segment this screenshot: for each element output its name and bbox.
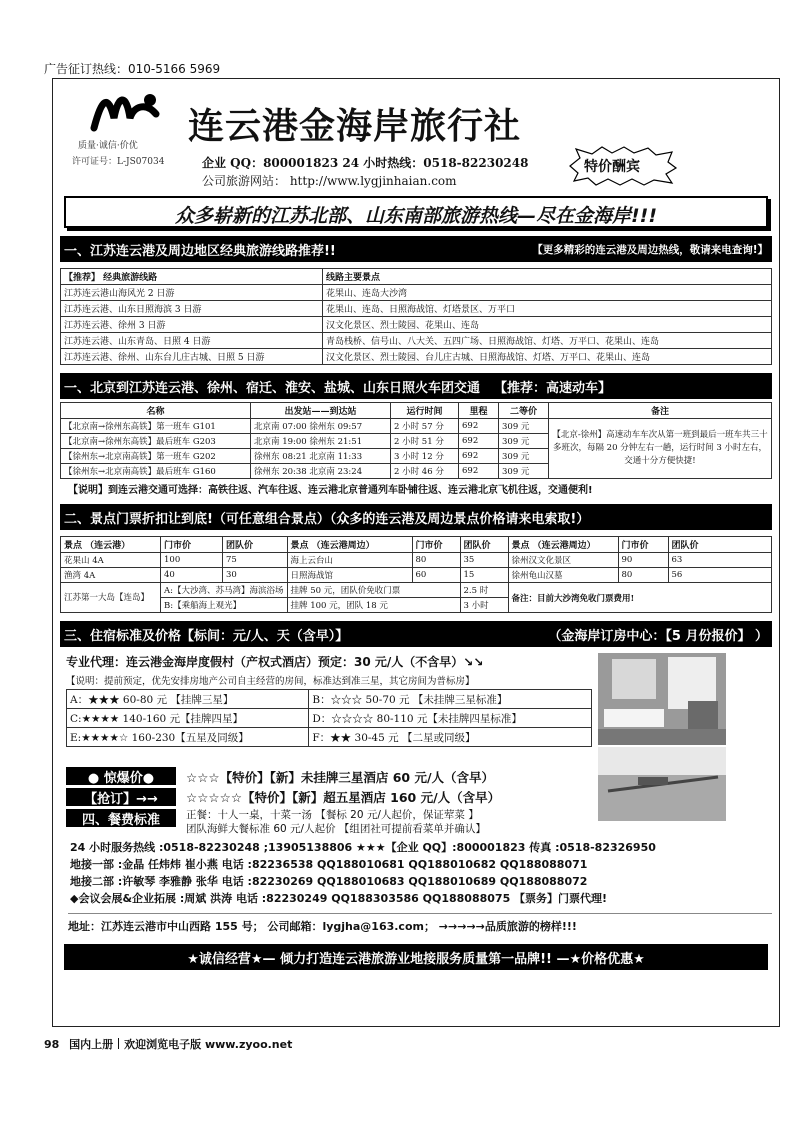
route-spots: 花果山、连岛大沙湾	[323, 285, 772, 301]
table-row	[67, 728, 592, 747]
train-header: 二等价	[499, 403, 549, 419]
tickets-header: 团队价	[668, 537, 771, 553]
train-stations: 徐州东 08:21 北京南 11:33	[251, 449, 391, 464]
contact-row: 24 小时服务热线 :0518-82230248 ;13905138806 ★★★【企业 QQ】:800001823 传真 :0518-82326950	[70, 841, 656, 854]
train-name: 【北京南→徐州东高铁】第一班车 G101	[61, 419, 251, 434]
ticket-cell: 80	[618, 568, 668, 583]
train-price: 309 元	[499, 419, 549, 434]
route-spots: 花果山、连岛、日照海战馆、灯塔景区、万平口	[323, 301, 772, 317]
contact-row: ◆会议会展&企业拓展 :周斌 洪涛 电话 :82230249 QQ188303586 QQ188088075 【票务】门票代理!	[70, 892, 608, 905]
ticket-cell: 90	[618, 553, 668, 568]
website-line: 公司旅游网站： http://www.lygjinhaian.com	[202, 174, 457, 188]
promo-line-1: ☆☆☆【特价】【新】未挂牌三星酒店 60 元/人（含早）	[186, 770, 495, 785]
train-remark: 【北京-徐州】高速动车车次从第一班到最后一班车共三十多班次，每隔 20 分钟左右一趟，运行时间 3 小时左右，交通十分方便快捷!	[549, 419, 772, 479]
section-lodging-center: （金海岸订房中心：【5 月份报价】 ）	[548, 628, 768, 644]
island-name: 江苏第一大岛【连岛】	[61, 583, 161, 613]
train-header: 备注	[549, 403, 772, 419]
meal-line-2: 团队海鲜大餐标准 60 元/人起价 【组团社可提前看菜单并确认】	[186, 823, 486, 835]
slogan: 质量·诚信·价优	[78, 141, 138, 151]
ticket-cell: 60	[412, 568, 460, 583]
island-price-b: 挂牌 100 元，团队 18 元	[287, 598, 460, 613]
table-row	[61, 317, 772, 333]
train-stations: 北京南 07:00 徐州东 09:57	[251, 419, 391, 434]
tickets-remark: 备注：目前大沙湾免收门票费用!	[508, 583, 771, 613]
ticket-cell: 渔湾 4A	[61, 568, 161, 583]
train-header: 里程	[459, 403, 499, 419]
book-title: 国内上册	[69, 1038, 114, 1051]
room-rate: A：★★★ 60-80 元 【挂牌三星】	[67, 690, 309, 709]
section-routes-heading: 一、江苏连云港及周边地区经典旅游线路推荐!!	[64, 243, 336, 259]
table-row	[61, 583, 772, 598]
tickets-header: 团队价	[460, 537, 508, 553]
special-offer-label: 特价酬宾	[584, 159, 640, 175]
train-duration: 2 小时 57 分	[391, 419, 459, 434]
island-time-a: 2.5 时	[460, 583, 508, 598]
meal-line-1: 正餐：十人一桌，十菜一汤 【餐标 20 元/人起价，保证荤菜 】	[186, 809, 479, 821]
transport-explain: 【说明】到连云港交通可选择：高铁往返、汽车往返、连云港北京普通列车卧铺往返、连云港北京飞机往返，交通便利!	[68, 485, 593, 496]
agency-header	[60, 84, 772, 192]
train-price: 309 元	[499, 449, 549, 464]
section-lodging-heading: 三、住宿标准及价格【标间：元/人、天（含早）】	[64, 628, 349, 644]
footer-divider	[118, 1038, 119, 1049]
contact-row: 地接二部 :许敏琴 李雅静 张华 电话 :82230269 QQ188010683 QQ188010689 QQ188088072	[70, 875, 588, 888]
train-stations: 徐州东 20:38 北京南 23:24	[251, 464, 391, 479]
contact-line: 企业 QQ：800001823 24 小时热线：0518-82230248	[202, 156, 529, 170]
tickets-header: 团队价	[223, 537, 288, 553]
room-rate-table	[66, 689, 592, 747]
train-stations: 北京南 19:00 徐州东 21:51	[251, 434, 391, 449]
room-rate: D：☆☆☆☆ 80-110 元【未挂牌四星标准】	[309, 709, 592, 728]
lodging-agent: 专业代理：连云港金海岸度假村（产权式酒店）预定：30 元/人（不含早）↘↘	[66, 655, 484, 669]
page-number: 98	[44, 1038, 60, 1051]
table-row	[61, 419, 772, 434]
route-name: 江苏连云港、山东日照海滨 3 日游	[61, 301, 323, 317]
ticket-cell: 35	[460, 553, 508, 568]
route-name: 江苏连云港、山东青岛、日照 4 日游	[61, 333, 323, 349]
table-row	[61, 301, 772, 317]
train-name: 【徐州东→北京南高铁】最后班车 G160	[61, 464, 251, 479]
table-row	[67, 690, 592, 709]
section-tickets-title	[60, 504, 772, 530]
ticket-cell: 80	[412, 553, 460, 568]
train-distance: 692	[459, 449, 499, 464]
headline-text: 众多崭新的江苏北部、山东南部旅游热线—尽在金海岸!!!	[175, 205, 657, 227]
contact-row: 地接一部 :金晶 任炜炜 崔小燕 电话 :82236538 QQ188010681 QQ188010682 QQ188088071	[70, 858, 588, 871]
routes-header: 【推荐】 经典旅游线路	[61, 269, 323, 285]
tickets-header: 景点 （连云港周边）	[287, 537, 412, 553]
route-spots: 汉文化景区、烈士陵园、花果山、连岛	[323, 317, 772, 333]
ticket-cell: 15	[460, 568, 508, 583]
train-header: 名称	[61, 403, 251, 419]
ticket-cell: 海上云台山	[287, 553, 412, 568]
table-row	[67, 709, 592, 728]
meal-standard-tag: 四、餐费标准	[66, 809, 176, 827]
room-rate: C:★★★★ 140-160 元【挂牌四星】	[67, 709, 309, 728]
ticket-cell: 徐州汉文化景区	[508, 553, 618, 568]
tickets-header: 景点 （连云港）	[61, 537, 161, 553]
section-lodging-title	[60, 621, 772, 647]
address-line: 地址：江苏连云港市中山西路 155 号； 公司邮箱：lygjha@163.com； →→→→→品质旅游的榜样!!!	[68, 913, 772, 934]
section-tickets-heading: 二、景点门票折扣让到底!（可任意组合景点）（众多的连云港及周边景点价格请来电索取!）	[64, 511, 590, 527]
section-routes-note: 【更多精彩的连云港及周边热线，敬请来电查询!】	[532, 243, 768, 256]
island-time-b: 3 小时	[460, 598, 508, 613]
ticket-cell: 日照海战馆	[287, 568, 412, 583]
license-number: 许可证号：L-JS07034	[72, 157, 165, 167]
ad-content	[60, 84, 772, 970]
ticket-cell: 徐州龟山汉墓	[508, 568, 618, 583]
train-distance: 692	[459, 464, 499, 479]
table-row	[61, 553, 772, 568]
seaside-pier-photo	[598, 747, 726, 821]
route-spots: 青岛栈桥、信号山、八大关、五四广场、日照海战馆、灯塔、万平口、花果山、连岛	[323, 333, 772, 349]
train-header: 出发站——到达站	[251, 403, 391, 419]
island-option-b: B:【乘船海上观光】	[161, 598, 288, 613]
train-name: 【徐州东→北京南高铁】第一班车 G202	[61, 449, 251, 464]
section-routes-title	[60, 236, 772, 262]
room-rate: F：★★ 30-45 元 【二星或同级】	[309, 728, 592, 747]
train-distance: 692	[459, 419, 499, 434]
train-price: 309 元	[499, 434, 549, 449]
train-duration: 2 小时 46 分	[391, 464, 459, 479]
ticket-cell: 100	[161, 553, 223, 568]
page-footer	[44, 1036, 292, 1052]
room-rate: B：☆☆☆ 50-70 元 【未挂牌三星标准】	[309, 690, 592, 709]
train-name: 【北京南→徐州东高铁】最后班车 G203	[61, 434, 251, 449]
section-train-title	[60, 373, 772, 399]
island-option-a: A:【大沙湾、苏马湾】海滨浴场	[161, 583, 288, 598]
lodging-note: 【说明：提前预定，优先安排房地产公司自主经营的房间，标准达到准三星，其它房间为普标房】	[66, 676, 475, 687]
train-distance: 692	[459, 434, 499, 449]
route-spots: 汉文化景区、烈士陵园、台儿庄古城、日照海战馆、灯塔、万平口、花果山、连岛	[323, 349, 772, 365]
promo-tag-hot: ● 惊爆价●	[66, 767, 176, 785]
route-name: 江苏连云港山海风光 2 日游	[61, 285, 323, 301]
ticket-cell: 花果山 4A	[61, 553, 161, 568]
tickets-header: 门市价	[618, 537, 668, 553]
headline-banner	[64, 196, 768, 228]
train-price: 309 元	[499, 464, 549, 479]
table-row	[61, 285, 772, 301]
contact-list	[70, 839, 772, 907]
hotel-room-photo	[598, 653, 726, 745]
train-table	[60, 402, 772, 479]
routes-table	[60, 268, 772, 365]
bottom-banner: ★诚信经营★— 倾力打造连云港旅游业地接服务质量第一品牌!! —★价格优惠★	[64, 944, 768, 970]
tickets-header: 门市价	[412, 537, 460, 553]
ad-hotline: 广告征订热线：010-5166 5969	[44, 62, 221, 76]
table-row	[61, 333, 772, 349]
promo-tag-book: 【抢订】→→	[66, 788, 176, 806]
ticket-cell: 30	[223, 568, 288, 583]
section-train-tip: 【推荐：高速动车】	[494, 380, 612, 396]
table-row	[61, 568, 772, 583]
train-duration: 3 小时 12 分	[391, 449, 459, 464]
train-duration: 2 小时 51 分	[391, 434, 459, 449]
agency-logo	[90, 88, 162, 134]
ticket-cell: 63	[668, 553, 771, 568]
island-price-a: 挂牌 50 元，团队价免收门票	[287, 583, 460, 598]
ticket-cell: 40	[161, 568, 223, 583]
tickets-table	[60, 536, 772, 613]
room-rate: E:★★★★☆ 160-230【五星及同级】	[67, 728, 309, 747]
table-row	[61, 349, 772, 365]
tickets-header: 门市价	[161, 537, 223, 553]
tickets-header: 景点 （连云港周边）	[508, 537, 618, 553]
ticket-cell: 75	[223, 553, 288, 568]
train-header: 运行时间	[391, 403, 459, 419]
route-name: 江苏连云港、徐州、山东台儿庄古城、日照 5 日游	[61, 349, 323, 365]
promo-block	[60, 767, 772, 835]
ticket-cell: 56	[668, 568, 771, 583]
section-train-heading: 一、北京到江苏连云港、徐州、宿迁、淮安、盐城、山东日照火车团交通	[64, 380, 481, 396]
promo-line-2: ☆☆☆☆☆【特价】【新】超五星酒店 160 元/人（含早）	[186, 790, 501, 805]
route-name: 江苏连云港、徐州 3 日游	[61, 317, 323, 333]
routes-header: 线路主要景点	[323, 269, 772, 285]
footer-cta: 欢迎浏览电子版 www.zyoo.net	[124, 1038, 293, 1051]
agency-name: 连云港金海岸旅行社	[188, 106, 522, 147]
